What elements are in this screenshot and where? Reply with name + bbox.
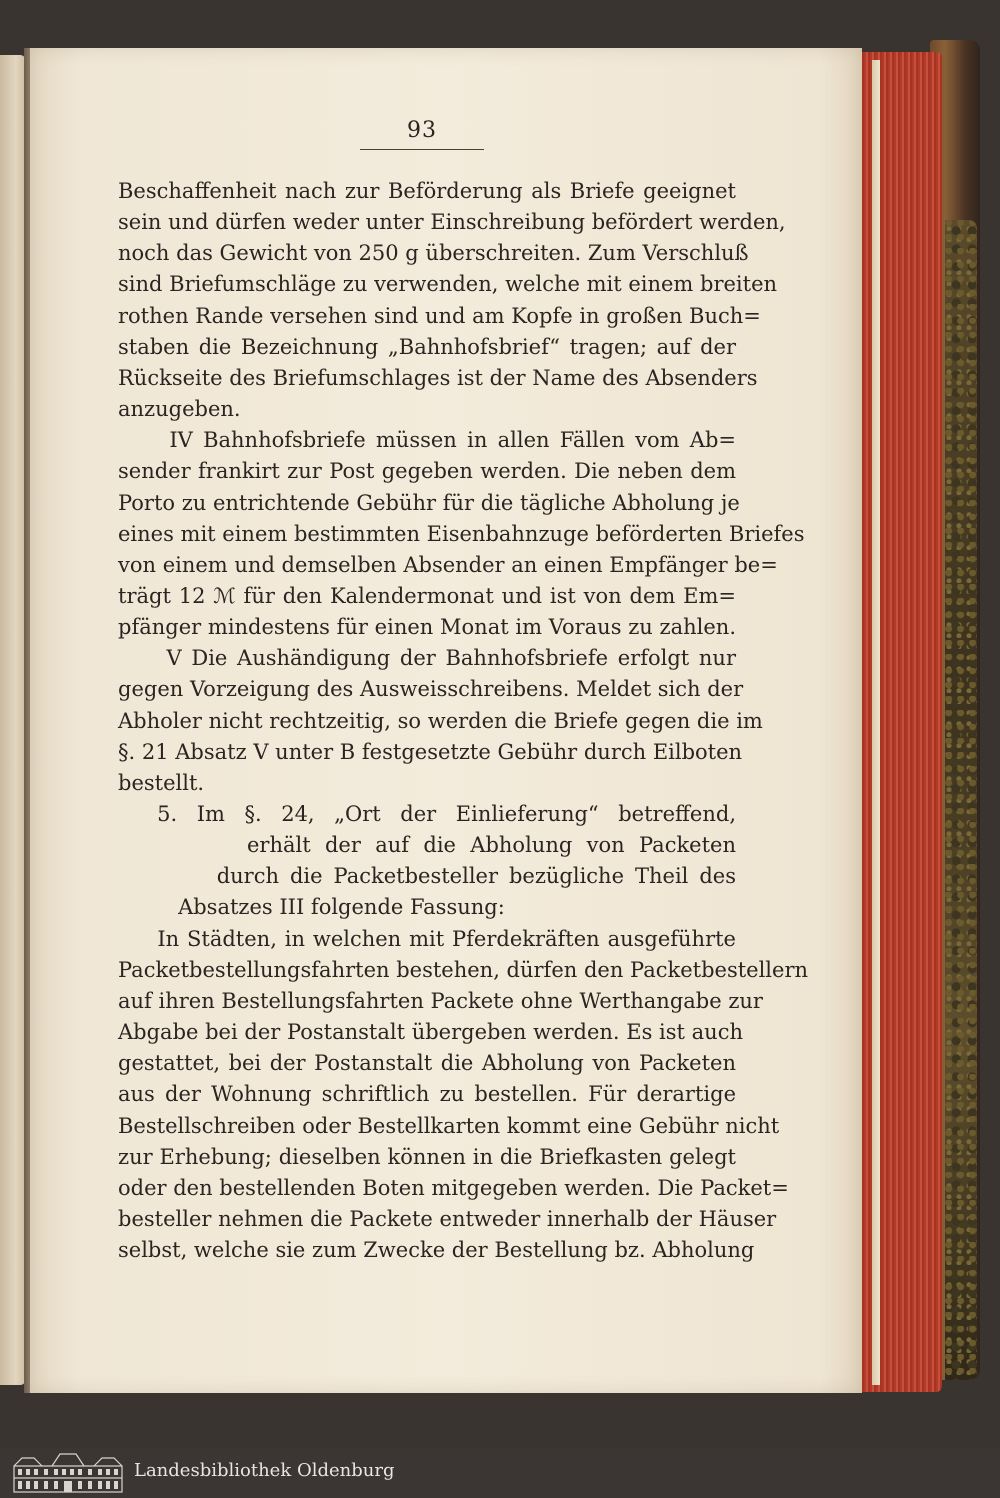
text-line: noch das Gewicht von 250 g überschreiten. Zum Verschluß bbox=[118, 241, 749, 266]
left-page-edge bbox=[0, 55, 26, 1385]
text-line: besteller nehmen die Packete entweder innerhalb der Häuser bbox=[118, 1206, 777, 1231]
text-line: eines mit einem bestimmten Eisenbahnzuge beförderten Briefes bbox=[118, 521, 805, 546]
text-line: §. 21 Absatz V unter B festgesetzte Gebühr durch Eilboten bbox=[118, 739, 743, 764]
text-line: Abgabe bei der Postanstalt übergeben werden. Es ist auch bbox=[118, 1020, 743, 1045]
text-line: staben die Bezeichnung „Bahnhofsbrief“ tragen; auf der bbox=[118, 334, 736, 359]
marbled-cover bbox=[945, 220, 977, 1380]
text-line: gestattet, bei der Postanstalt die Abholung von Packeten bbox=[118, 1051, 736, 1076]
text-line: durch die Packetbesteller bezügliche Theil des bbox=[118, 864, 736, 889]
text-line: aus der Wohnung schriftlich zu bestellen. Für derartige bbox=[118, 1082, 736, 1107]
footer-bar bbox=[0, 1448, 1000, 1498]
text-line: von einem und demselben Absender an einen Empfänger be= bbox=[118, 552, 778, 577]
text-line: In Städten, in welchen mit Pferdekräften ausgeführte bbox=[118, 926, 736, 951]
text-line: oder den bestellenden Boten mitgegeben werden. Die Packet= bbox=[118, 1175, 789, 1200]
text-line: Abholer nicht rechtzeitig, so werden die Briefe gegen die im bbox=[118, 708, 763, 733]
text-line: zur Erhebung; dieselben können in die Briefkasten gelegt bbox=[118, 1144, 736, 1169]
text-line: auf ihren Bestellungsfahrten Packete ohne Werthangabe zur bbox=[118, 988, 763, 1013]
page-number-rule bbox=[360, 149, 484, 150]
text-line: sind Briefumschläge zu verwenden, welche mit einem breiten bbox=[118, 272, 778, 297]
text-line: Absatzes III folgende Fassung: bbox=[118, 895, 505, 920]
text-line: rothen Rande versehen sind und am Kopfe in großen Buch= bbox=[118, 303, 761, 328]
library-building-icon bbox=[12, 1452, 124, 1494]
text-line: Packetbestellungsfahrten bestehen, dürfen den Packetbestellern bbox=[118, 957, 809, 982]
text-line: bestellt. bbox=[118, 770, 205, 795]
text-line: anzugeben. bbox=[118, 397, 241, 422]
text-line: V Die Aushändigung der Bahnhofsbriefe erfolgt nur bbox=[118, 646, 736, 671]
text-line: Rückseite des Briefumschlages ist der Name des Absenders bbox=[118, 365, 758, 390]
text-line: Bestellschreiben oder Bestellkarten kommt eine Gebühr nicht bbox=[118, 1113, 780, 1138]
text-line: 5. Im §. 24, „Ort der Einlieferung“ betreffend, bbox=[118, 802, 736, 826]
page-number: 93 bbox=[407, 118, 437, 143]
page-edge-highlight bbox=[872, 60, 880, 1385]
text-line: Porto zu entrichtende Gebühr für die tägliche Abholung je bbox=[118, 490, 740, 515]
text-line: pfänger mindestens für einen Monat im Voraus zu zahlen. bbox=[118, 615, 736, 640]
text-line: erhält der auf die Abholung von Packeten bbox=[118, 833, 736, 858]
text-line: trägt 12 ℳ für den Kalendermonat und ist von dem Em= bbox=[118, 583, 736, 608]
red-page-edges bbox=[858, 52, 942, 1392]
text-line: gegen Vorzeigung des Ausweisschreibens. Meldet sich der bbox=[118, 677, 744, 702]
text-line: sender frankirt zur Post gegeben werden. Die neben dem bbox=[118, 459, 736, 484]
text-line: sein und dürfen weder unter Einschreibung befördert werden, bbox=[118, 210, 786, 235]
text-line: selbst, welche sie zum Zwecke der Bestellung bz. Abholung bbox=[118, 1238, 755, 1263]
text-line: IV Bahnhofsbriefe müssen in allen Fällen vom Ab= bbox=[118, 428, 736, 453]
footer-library-name: Landesbibliothek Oldenburg bbox=[134, 1460, 395, 1481]
text-line: Beschaffenheit nach zur Beförderung als Briefe geeignet bbox=[118, 179, 736, 203]
